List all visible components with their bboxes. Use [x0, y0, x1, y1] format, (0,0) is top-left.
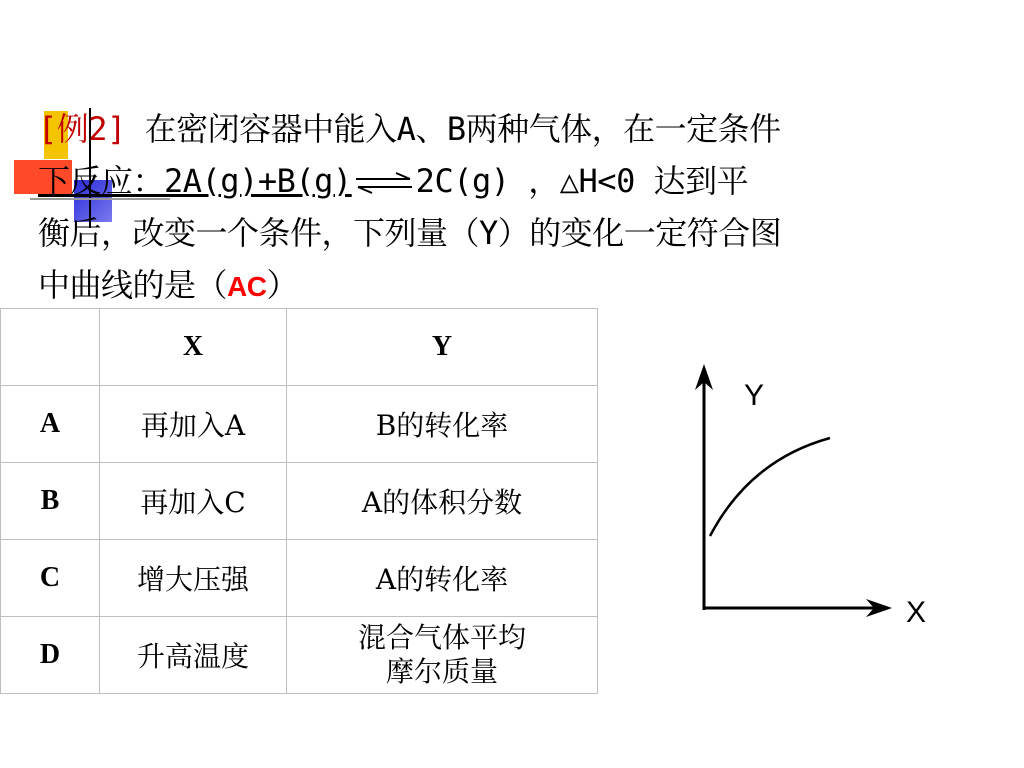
y-cell: A的转化率: [287, 540, 598, 617]
x-cell: 增大压强: [100, 540, 287, 617]
curve-graph: [680, 360, 940, 640]
problem-line-3: 衡后，改变一个条件，下列量（Y）的变化一定符合图: [38, 214, 782, 252]
option-letter: D: [1, 617, 100, 694]
table-row: [1, 617, 598, 694]
y-cell: A的体积分数: [287, 463, 598, 540]
y-cell: 混合气体平均 摩尔质量: [287, 617, 598, 694]
problem-line-1: [例2] 在密闭容器中能入A、B两种气体，在一定条件: [38, 110, 781, 148]
x-axis-label: X: [906, 596, 927, 629]
option-letter: A: [1, 386, 100, 463]
table-row: [1, 386, 598, 463]
x-cell: 再加入A: [100, 386, 287, 463]
option-letter: C: [1, 540, 100, 617]
problem-line-4: 中曲线的是（AC）: [38, 266, 298, 304]
problem-line-2: 下反应：2A(g)+B(g) 2C(g) ，△H<0 达到平: [38, 162, 749, 200]
example-tag: [例2]: [38, 110, 126, 148]
answer-text: AC: [227, 271, 267, 302]
x-cell: 升高温度: [100, 617, 287, 694]
table-row: [1, 463, 598, 540]
y-cell: B的转化率: [287, 386, 598, 463]
problem-text: [38, 105, 988, 313]
header-cell: Y: [287, 309, 598, 386]
x-cell: 再加入C: [100, 463, 287, 540]
y-axis-label: Y: [744, 379, 765, 412]
table-header-row: [1, 309, 598, 386]
header-cell: X: [100, 309, 287, 386]
curve-line: [710, 438, 830, 536]
header-cell: [1, 309, 100, 386]
underlined-reaction: 下反应：2A(g)+B(g): [38, 162, 352, 200]
option-letter: B: [1, 463, 100, 540]
options-table: [0, 308, 598, 694]
table-row: [1, 540, 598, 617]
equilibrium-arrow-icon: [352, 171, 416, 195]
